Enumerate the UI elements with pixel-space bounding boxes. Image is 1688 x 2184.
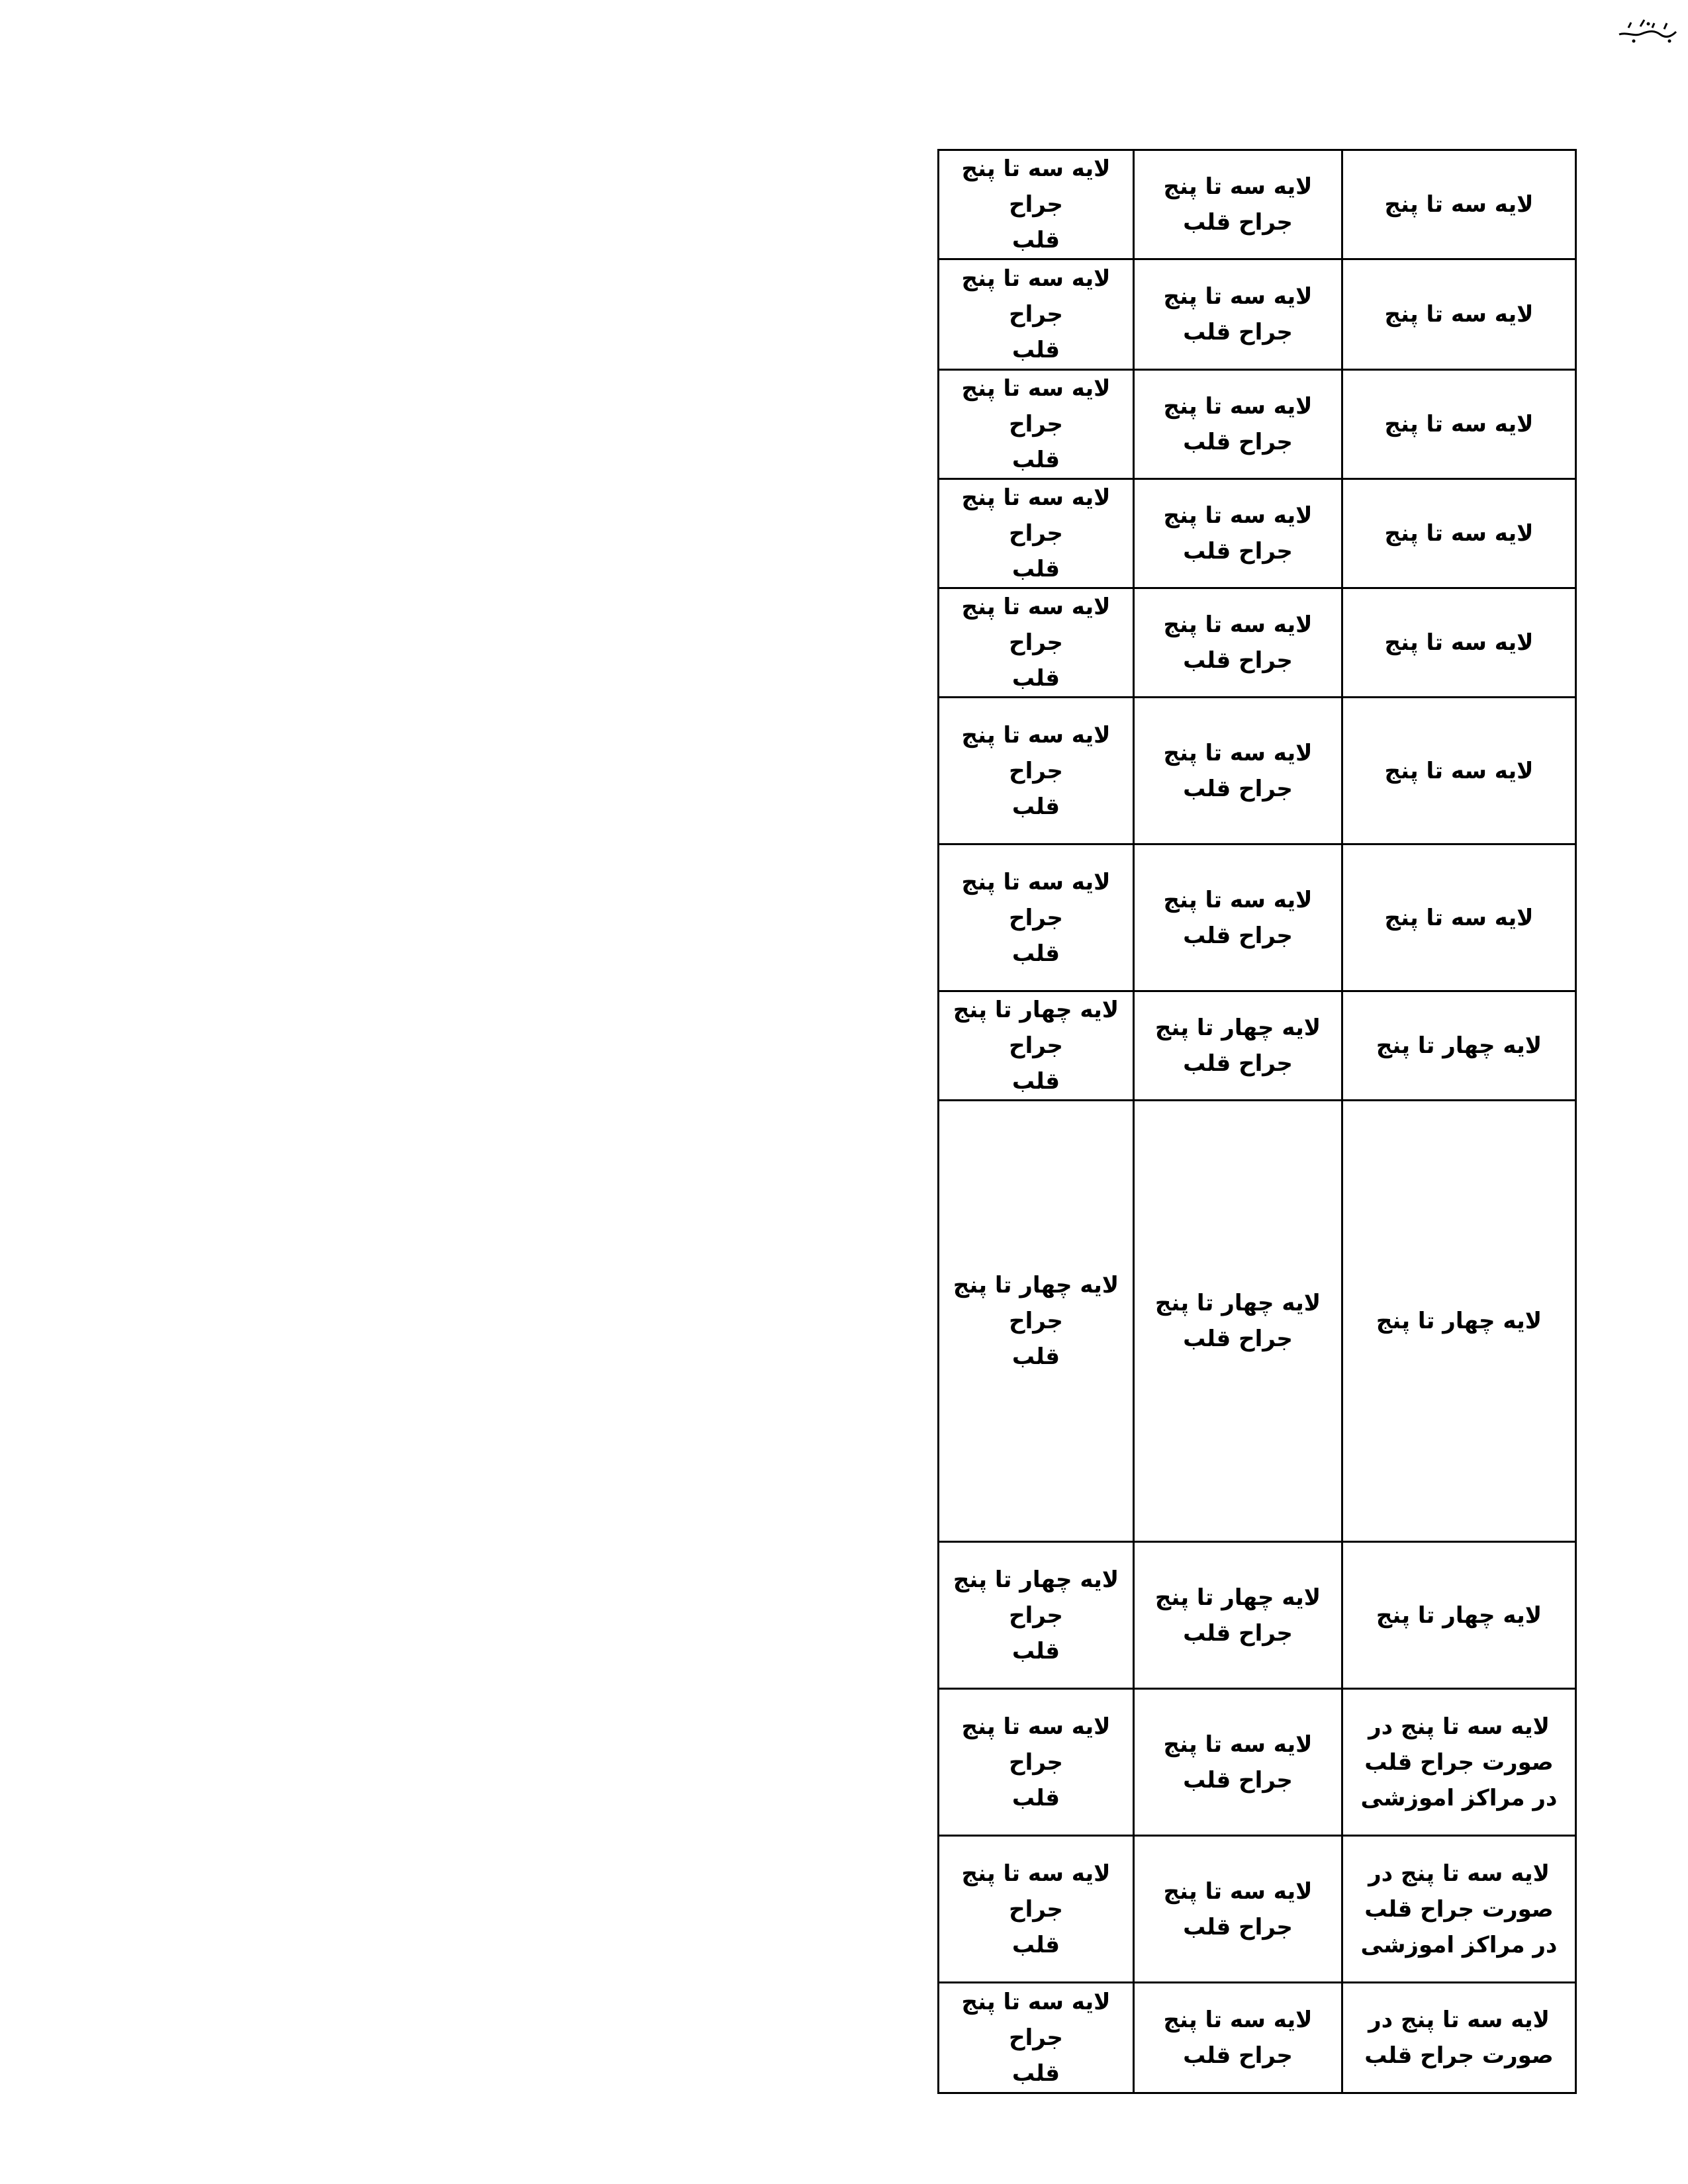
table-row (939, 1101, 1576, 1542)
layer-table (937, 149, 1577, 2094)
table-cell: لایه چهار تا پنج جراح قلب (939, 1542, 1134, 1689)
table-cell: لایه چهار تا پنج (1342, 1101, 1576, 1542)
table-cell: لایه سه تا پنج جراح قلب (1134, 150, 1342, 259)
table-row (939, 844, 1576, 991)
table-cell: لایه چهار تا پنج (1342, 1542, 1576, 1689)
table-cell: لایه سه تا پنج (1342, 844, 1576, 991)
table-row (939, 588, 1576, 698)
table-cell: لایه سه تا پنج (1342, 698, 1576, 844)
table-cell: لایه چهار تا پنج (1342, 991, 1576, 1101)
table-cell: لایه سه تا پنج در صورت جراح قلب در مراکز اموزشی (1342, 1836, 1576, 1983)
table-cell: لایه سه تا پنج جراح قلب (939, 588, 1134, 698)
table-cell: لایه سه تا پنج جراح قلب (1134, 1689, 1342, 1836)
table-cell: لایه سه تا پنج (1342, 150, 1576, 259)
table-row (939, 259, 1576, 370)
table-cell: لایه سه تا پنج جراح قلب (1134, 844, 1342, 991)
table-cell: لایه سه تا پنج جراح قلب (939, 259, 1134, 370)
table-cell: لایه چهار تا پنج جراح قلب (1134, 1101, 1342, 1542)
table-cell: لایه سه تا پنج جراح قلب (1134, 479, 1342, 588)
table-row (939, 479, 1576, 588)
table-cell: لایه سه تا پنج جراح قلب (1134, 588, 1342, 698)
table-cell: لایه سه تا پنج جراح قلب (939, 479, 1134, 588)
table-cell: لایه چهار تا پنج جراح قلب (939, 991, 1134, 1101)
table-row (939, 1983, 1576, 2093)
table-cell: لایه چهار تا پنج جراح قلب (1134, 991, 1342, 1101)
table-cell: لایه سه تا پنج جراح قلب (939, 844, 1134, 991)
table-cell: لایه سه تا پنج جراح قلب (1134, 698, 1342, 844)
table-row (939, 1836, 1576, 1983)
table-row (939, 150, 1576, 259)
table-row (939, 1542, 1576, 1689)
table-cell: لایه سه تا پنج جراح قلب (939, 370, 1134, 479)
table-cell: لایه سه تا پنج جراح قلب (1134, 370, 1342, 479)
table-cell: لایه سه تا پنج در صورت جراح قلب (1342, 1983, 1576, 2093)
table-cell: لایه سه تا پنج جراح قلب (1134, 1836, 1342, 1983)
table-cell: لایه سه تا پنج جراح قلب (939, 1983, 1134, 2093)
table-cell: لایه چهار تا پنج جراح قلب (1134, 1542, 1342, 1689)
table-row (939, 1689, 1576, 1836)
site-logo (1614, 12, 1680, 52)
table-cell: لایه سه تا پنج جراح قلب (939, 150, 1134, 259)
table-cell: لایه سه تا پنج جراح قلب (939, 1689, 1134, 1836)
table-cell: لایه سه تا پنج جراح قلب (1134, 1983, 1342, 2093)
table-cell: لایه سه تا پنج (1342, 259, 1576, 370)
table-cell: لایه سه تا پنج (1342, 588, 1576, 698)
table-row (939, 698, 1576, 844)
table-cell: لایه سه تا پنج جراح قلب (1134, 259, 1342, 370)
table-row (939, 991, 1576, 1101)
table-cell: لایه سه تا پنج جراح قلب (939, 1836, 1134, 1983)
table-cell: لایه سه تا پنج جراح قلب (939, 698, 1134, 844)
site-logo-mark (1614, 12, 1680, 52)
table-cell: لایه چهار تا پنج جراح قلب (939, 1101, 1134, 1542)
table-cell: لایه سه تا پنج (1342, 479, 1576, 588)
table-cell: لایه سه تا پنج (1342, 370, 1576, 479)
table-row (939, 370, 1576, 479)
table-cell: لایه سه تا پنج در صورت جراح قلب در مراکز اموزشی (1342, 1689, 1576, 1836)
